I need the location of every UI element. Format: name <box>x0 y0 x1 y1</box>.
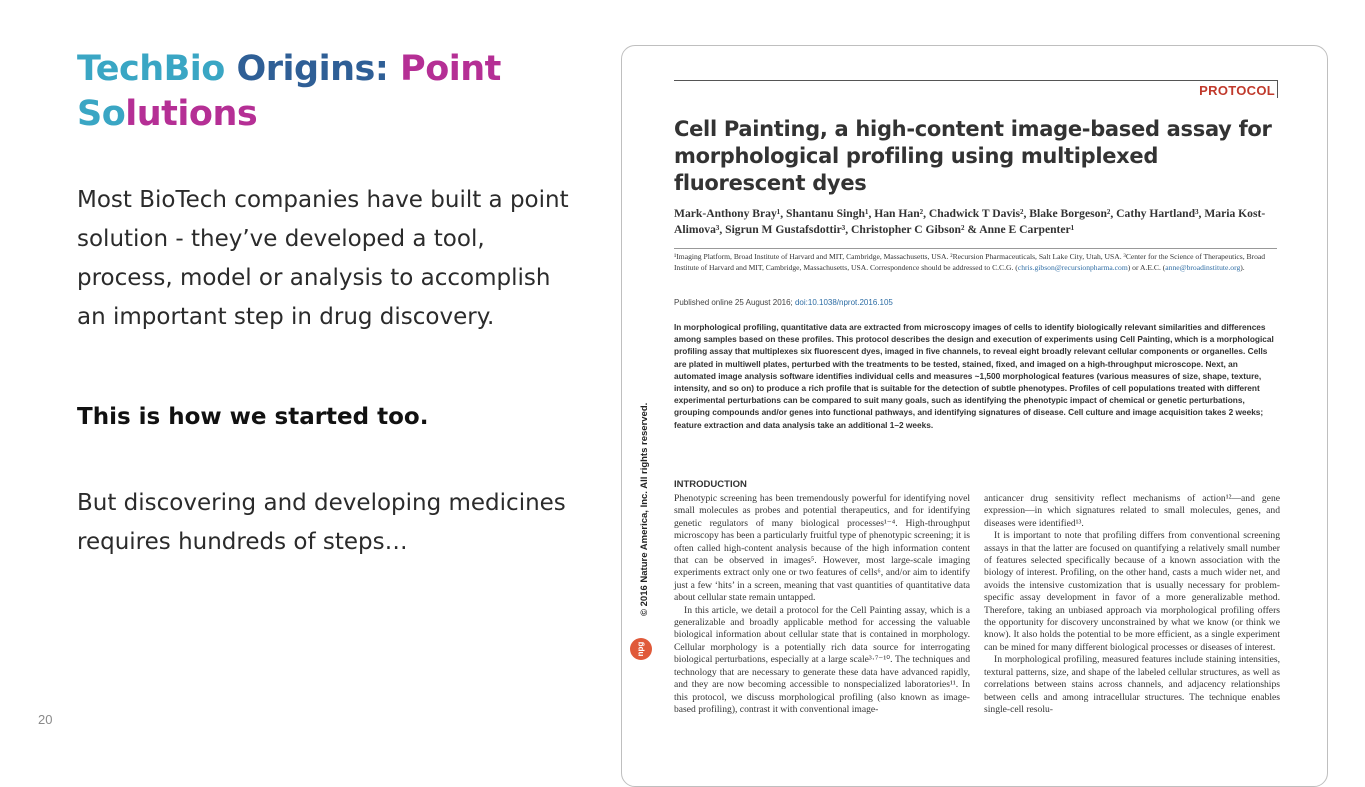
title-part-point: Point <box>388 49 501 89</box>
intro-col2-para2: It is important to note that profiling differs from conventional screening assays in that the latter are focused on quantifying a relatively small number of features selected specifically because of a known association with the biology of interest. Profiling, on the other hand, casts a much wider net, and avoids the intensive customization that is usually necessary for problem-specific assay development in favor of a more generalizable method. Therefore, taking an unbiased approach via morphological profiling offers the opportunity for discovery unconstrained by what we know (or think we know). It also holds the potential to be more efficient, as a single experiment can be mined for many different biological processes or diseases of interest. <box>984 530 1280 653</box>
affiliation-end: ). <box>1240 262 1245 272</box>
intro-column-right <box>984 493 1280 716</box>
paper-abstract: In morphological profiling, quantitative data are extracted from microscopy images of cells to identify biologically relevant similarities and differences among samples based on these profiles. This protocol describes the design and execution of experiments using Cell Painting, which is a morphological profiling assay that multiplexes six fluorescent dyes, imaged in five channels, to reveal eight broadly relevant cellular components or organelles. Cells are plated in multiwell plates, perturbed with the treatments to be tested, stained, fixed, and imaged on a high-throughput microscope. Next, an automated image analysis software identifies individual cells and measures ~1,500 morphological features (various measures of size, shape, texture, intensity, and so on) to produce a rich profile that is suitable for the detection of subtle phenotypes. Profiles of cell populations treated with different experimental perturbations can be compared to suit many goals, such as identifying the phenotypic impact of chemical or genetic perturbations, grouping compounds and/or genes into functional pathways, and identifying signatures of disease. Cell culture and image acquisition takes 2 weeks; feature extraction and data analysis take an additional 1–2 weeks. <box>674 322 1274 430</box>
paragraph-hundreds-of-steps: But discovering and developing medicines requires hundreds of steps… <box>77 490 566 555</box>
doi-link: doi:10.1038/nprot.2016.105 <box>794 298 893 307</box>
published-date: Published online 25 August 2016; <box>674 298 795 307</box>
paper-title: Cell Painting, a high-content image-based assay for morphological profiling using multiplexed fluorescent dyes <box>674 117 1272 195</box>
intro-col1-para2: In this article, we detail a protocol for the Cell Painting assay, which is a generalizable and broadly applicable method for accessing the valuable biological information about cellular state that is contained in morphology. Cellular morphology is a potentially rich data source for interrogating biological perturbations, especially at a large scale³·⁷⁻¹⁰. The techniques and technology that are necessary to generate these data have advanced rapidly, and they are now becoming accessible to nonspecialized laboratories¹¹. In this protocol, we discuss morphological profiling (also known as image-based profiling), contrast it with conventional image- <box>674 604 970 715</box>
intro-col1-para1: Phenotypic screening has been tremendously powerful for identifying novel small molecules as probes and potential therapeutics, and for identifying genetic regulators of many biological processes¹⁻⁴. High-throughput microscopy has been a particularly fruitful type of phenotypic screening; it is often called high-content analysis because of the high information content that can be observed in images⁵. However, most large-scale imaging experiments extract only one or two features of cells⁶, and/or aim to identify just a few ‘hits’ in a screen, meaning that vast quantities of quantitative data about cellular state remain untapped. <box>674 493 970 604</box>
header-rule <box>674 80 1277 81</box>
intro-column-left <box>674 493 970 716</box>
introduction-heading: INTRODUCTION <box>674 479 747 490</box>
email-carpenter: anne@broadinstitute.org <box>1165 262 1241 272</box>
page-number: 20 <box>38 712 53 727</box>
protocol-label: PROTOCOL <box>1199 83 1275 98</box>
email-gibson: chris.gibson@recursionpharma.com <box>1017 262 1128 272</box>
affiliation-mid: ) or A.E.C. ( <box>1127 262 1166 272</box>
header-rule-tick <box>1277 80 1278 98</box>
paragraph-point-solution: Most BioTech companies have built a point solution - they’ve developed a tool, process, model or analysis to accomplish an important step in drug discovery. <box>77 187 569 330</box>
title-part-techbio: TechBio <box>77 49 225 89</box>
title-part-solutions-rest: lutions <box>125 94 258 134</box>
title-part-origins: Origins: <box>224 49 389 89</box>
affiliation-text: ¹Imaging Platform, Broad Institute of Harvard and MIT, Cambridge, Massachusetts, USA. ²Recursion Pharmaceuticals, Salt Lake City, Utah, USA. ³Center for the Science of Therapeutics, Broad Institute of Harvard and MIT, Cambridge, Massachusetts, USA. Correspondence should be addressed to C.C.G. ( <box>674 252 1266 272</box>
slide-title <box>77 47 547 137</box>
intro-col2-para3: In morphological profiling, measured features include staining intensities, textural patterns, size, and shape of the labeled cellular structures, as well as correlations between stains across channels, and adjacency relationships between cells and among intracellular structures. The technique enables single-cell resolu- <box>984 654 1280 715</box>
title-part-solutions-so: So <box>77 94 126 134</box>
npg-logo-icon: npg <box>630 638 652 660</box>
intro-col2-para1: anticancer drug sensitivity reflect mechanisms of action¹²—and gene expression—in which signatures related to small molecules, genes, and diseases were identified¹³. <box>984 493 1280 529</box>
published-line <box>674 298 1284 307</box>
affiliation-rule <box>674 248 1277 249</box>
paper-image <box>621 45 1328 787</box>
paragraph-how-we-started: This is how we started too. <box>77 404 429 430</box>
copyright-sidebar: © 2016 Nature America, Inc. All rights reserved. <box>639 402 650 616</box>
paper-authors: Mark-Anthony Bray¹, Shantanu Singh¹, Han Han², Chadwick T Davis², Blake Borgeson², Cathy Hartland³, Maria Kost-Alimova³, Sigrun M Gustafsdottir³, Christopher C Gibson² & Anne E Carpenter¹ <box>674 207 1266 236</box>
paper-affiliations <box>674 252 1284 273</box>
